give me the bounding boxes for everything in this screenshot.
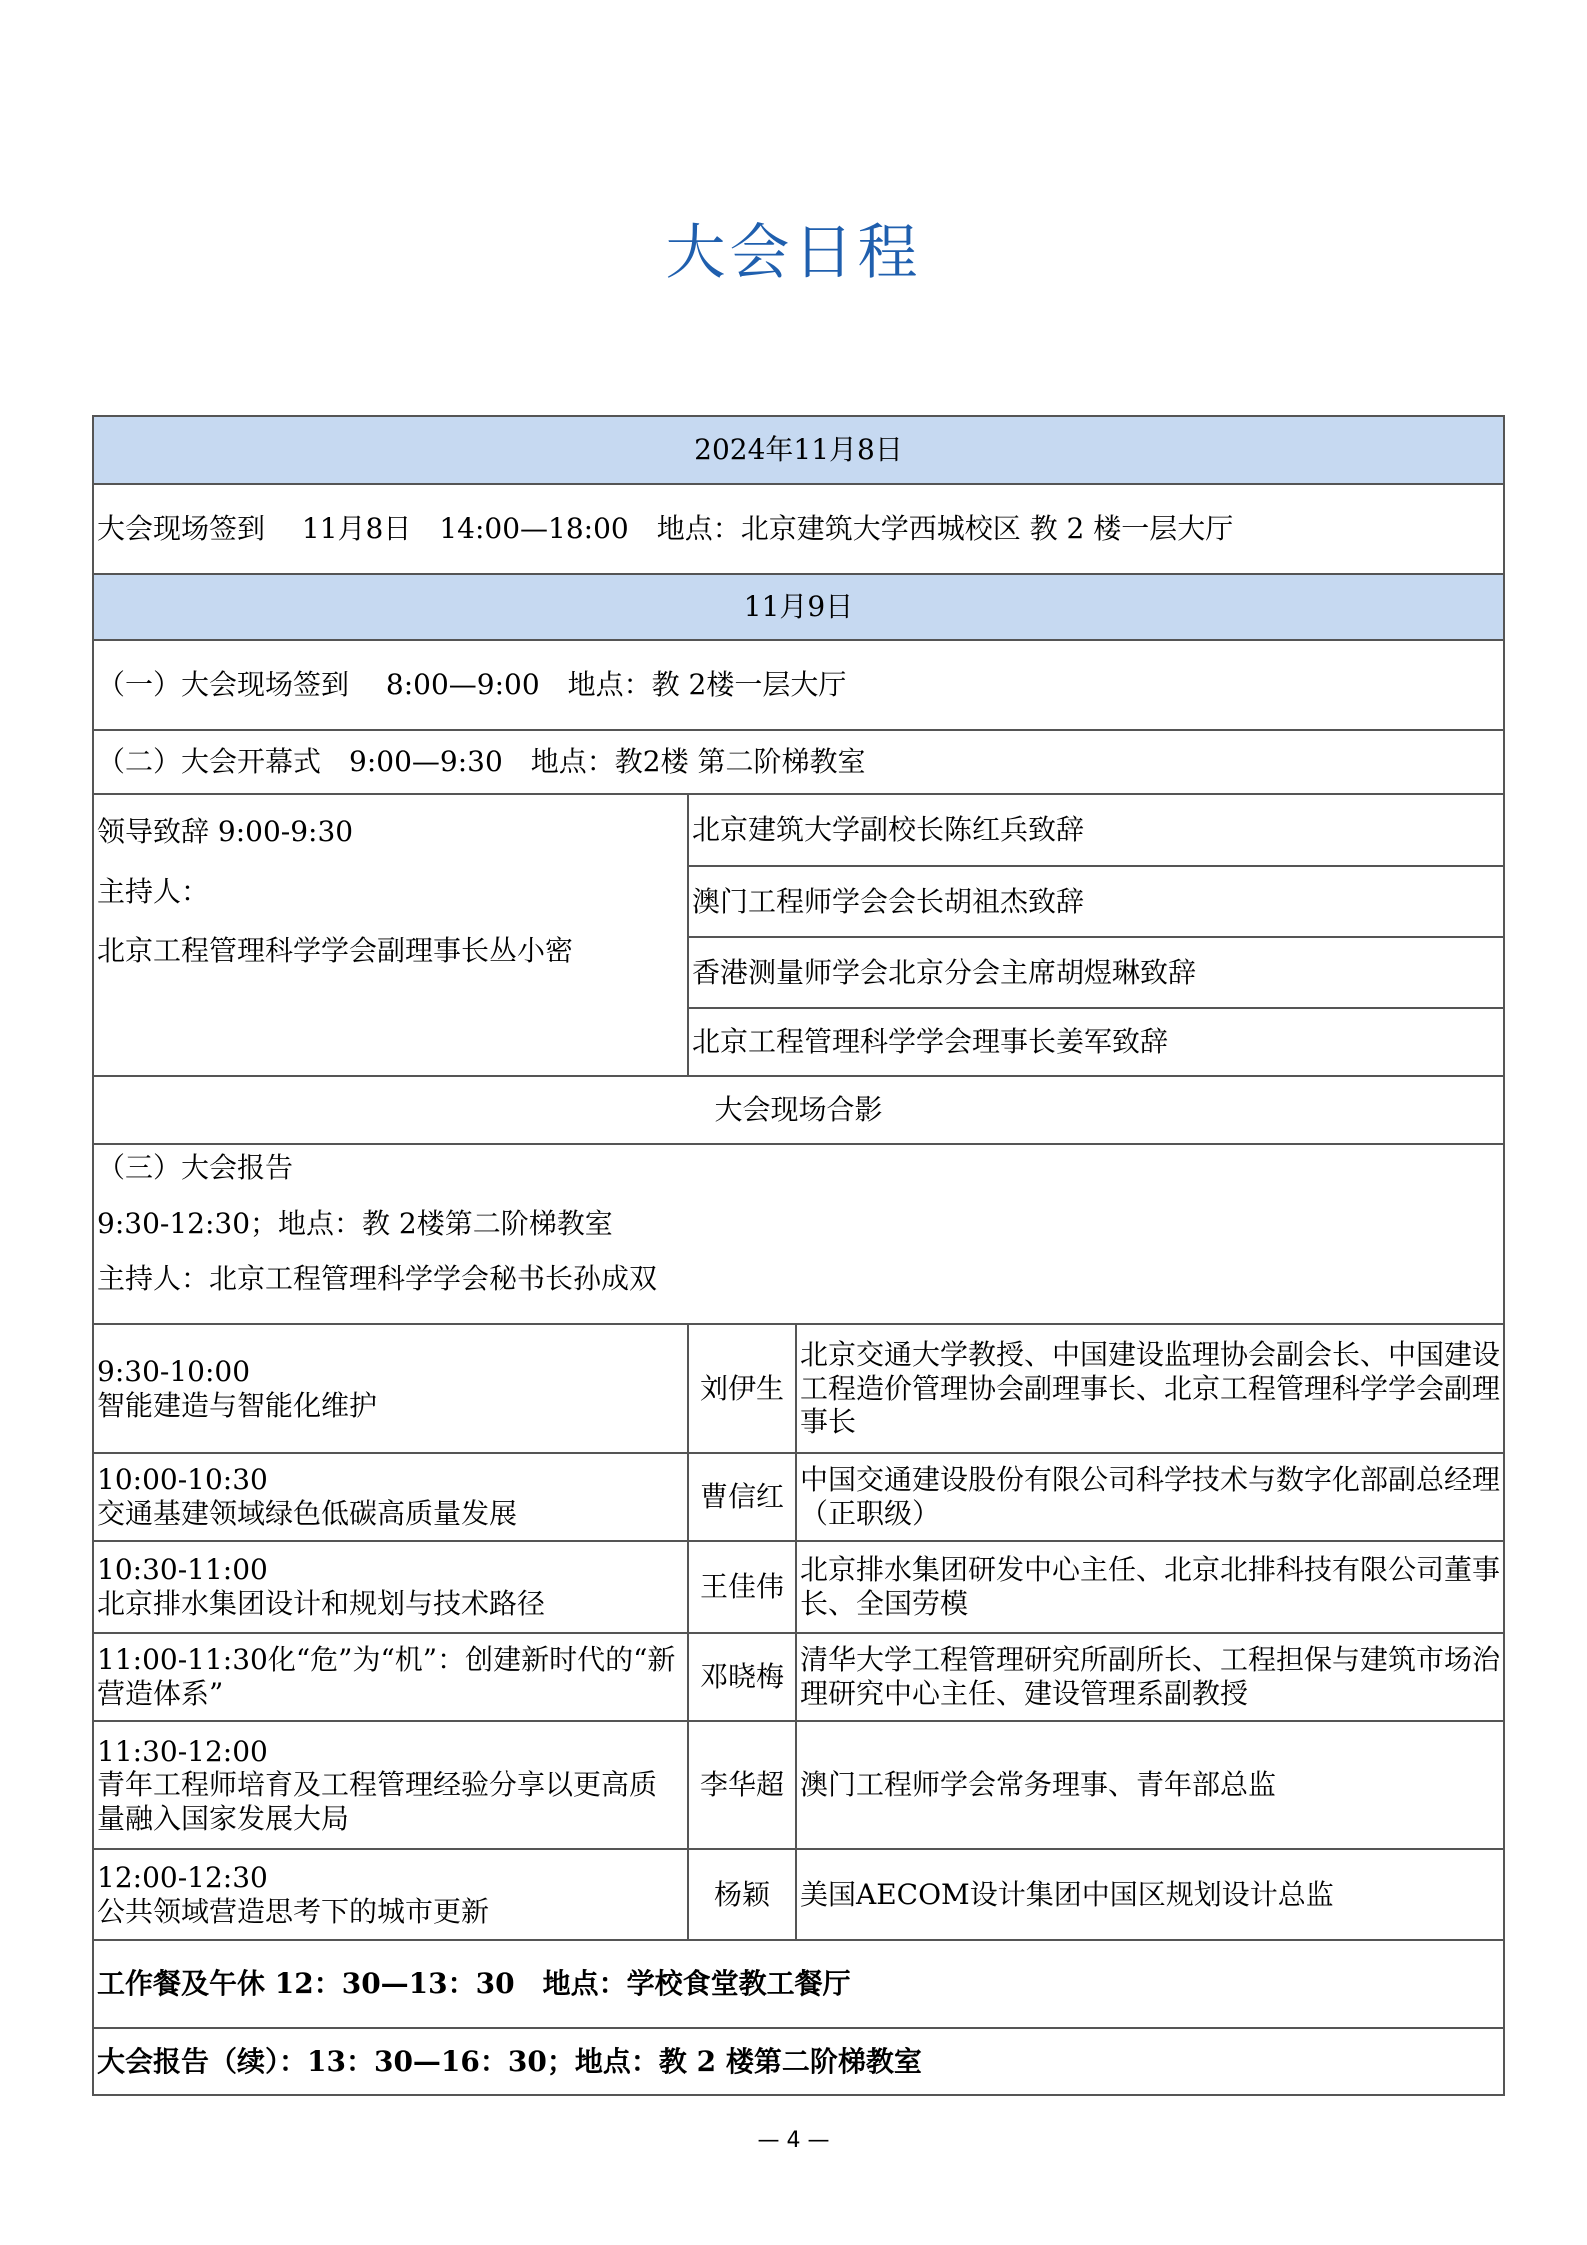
speech-item: 北京工程管理科学学会理事长姜军致辞 — [688, 1008, 1504, 1076]
page-title: 大会日程 — [665, 218, 922, 288]
talk-topic: 公共领域营造思考下的城市更新 — [97, 1894, 490, 1928]
talk-speaker: 邓晓梅 — [688, 1633, 796, 1721]
section-3-time-place: 9:30-12:30；地点：教 2楼第二阶梯教室 — [97, 1206, 613, 1240]
talk-time-topic — [93, 1633, 688, 1721]
talk-time: 12:00-12:30 — [97, 1860, 268, 1894]
speech-item: 北京建筑大学副校长陈红兵致辞 — [688, 794, 1504, 866]
day1-date: 2024年11月8日 — [93, 416, 1504, 484]
talk-time-topic — [93, 1721, 688, 1849]
group-photo: 大会现场合影 — [93, 1076, 1504, 1144]
talk-speaker: 李华超 — [688, 1721, 796, 1849]
talk-time-topic — [93, 1324, 688, 1453]
section-3-host: 主持人：北京工程管理科学学会秘书长孙成双 — [97, 1262, 658, 1296]
speech-item: 澳门工程师学会会长胡祖杰致辞 — [688, 866, 1504, 937]
talk-row — [93, 1849, 1504, 1940]
lunch-break: 工作餐及午休 12：30—13：30 地点：学校食堂教工餐厅 — [93, 1940, 1504, 2028]
talk-row — [93, 1721, 1504, 1849]
talk-topic: 青年工程师培育及工程管理经验分享以更高质量融入国家发展大局 — [97, 1768, 658, 1835]
talk-time: 9:30-10:00 — [97, 1354, 251, 1388]
talk-speaker: 曹信红 — [688, 1453, 796, 1541]
afternoon-session: 大会报告（续）：13：30—16：30；地点：教 2 楼第二阶梯教室 — [93, 2028, 1504, 2095]
schedule-table — [92, 415, 1505, 2096]
talk-time: 11:00-11:30 — [97, 1643, 268, 1677]
leaders-time: 领导致辞 9:00-9:30 — [97, 815, 354, 848]
speech-item: 香港测量师学会北京分会主席胡煜琳致辞 — [688, 937, 1504, 1008]
talk-row — [93, 1453, 1504, 1541]
talk-affiliation: 美国AECOM设计集团中国区规划设计总监 — [796, 1849, 1504, 1940]
talk-affiliation: 中国交通建设股份有限公司科学技术与数字化部副总经理（正职级） — [796, 1453, 1504, 1541]
talk-affiliation: 北京排水集团研发中心主任、北京北排科技有限公司董事长、全国劳模 — [796, 1541, 1504, 1633]
speech-row — [93, 794, 1504, 866]
day1-registration-row — [93, 484, 1504, 574]
talk-time: 10:00-10:30 — [97, 1463, 268, 1497]
section-3-title: （三）大会报告 — [97, 1151, 294, 1184]
talk-topic: 交通基建领域绿色低碳高质量发展 — [97, 1497, 518, 1530]
host-name: 北京工程管理科学学会副理事长丛小密 — [97, 934, 574, 968]
talk-row — [93, 1541, 1504, 1633]
page-number: — 4 — — [757, 2128, 830, 2153]
section-3-row — [93, 1144, 1504, 1324]
talk-topic: 北京排水集团设计和规划与技术路径 — [97, 1587, 546, 1620]
section-3-cell — [93, 1144, 1504, 1324]
section-1-row — [93, 640, 1504, 730]
day1-header-row — [93, 416, 1504, 484]
talk-time: 11:30-12:00 — [97, 1734, 268, 1768]
day2-header-row — [93, 574, 1504, 640]
talk-affiliation: 澳门工程师学会常务理事、青年部总监 — [796, 1721, 1504, 1849]
host-label: 主持人： — [97, 874, 210, 908]
section-1: （一）大会现场签到 8:00—9:00 地点：教 2楼一层大厅 — [93, 640, 1504, 730]
talk-topic: 化“危”为“机”：创建新时代的“新营造体系” — [97, 1643, 676, 1710]
talk-row — [93, 1324, 1504, 1453]
section-2-row — [93, 730, 1504, 794]
afternoon-row — [93, 2028, 1504, 2095]
talk-affiliation: 清华大学工程管理研究所副所长、工程担保与建筑市场治理研究中心主任、建设管理系副教授 — [796, 1633, 1504, 1721]
talk-time-topic — [93, 1849, 688, 1940]
section-2: （二）大会开幕式 9:00—9:30 地点：教2楼 第二阶梯教室 — [93, 730, 1504, 794]
day2-date: 11月9日 — [93, 574, 1504, 640]
lunch-row — [93, 1940, 1504, 2028]
talk-time-topic — [93, 1541, 688, 1633]
leaders-cell — [93, 794, 688, 1076]
talk-affiliation: 北京交通大学教授、中国建设监理协会副会长、中国建设工程造价管理协会副理事长、北京工程管理科学学会副理事长 — [796, 1324, 1504, 1453]
day1-registration: 大会现场签到 11月8日 14:00—18:00 地点：北京建筑大学西城校区 教 2 楼一层大厅 — [93, 484, 1504, 574]
talk-topic: 智能建造与智能化维护 — [97, 1388, 378, 1422]
talk-speaker: 杨颖 — [688, 1849, 796, 1940]
talk-time: 10:30-11:00 — [97, 1553, 268, 1587]
talk-speaker: 刘伊生 — [688, 1324, 796, 1453]
group-photo-row — [93, 1076, 1504, 1144]
talk-row — [93, 1633, 1504, 1721]
talk-speaker: 王佳伟 — [688, 1541, 796, 1633]
talk-time-topic — [93, 1453, 688, 1541]
